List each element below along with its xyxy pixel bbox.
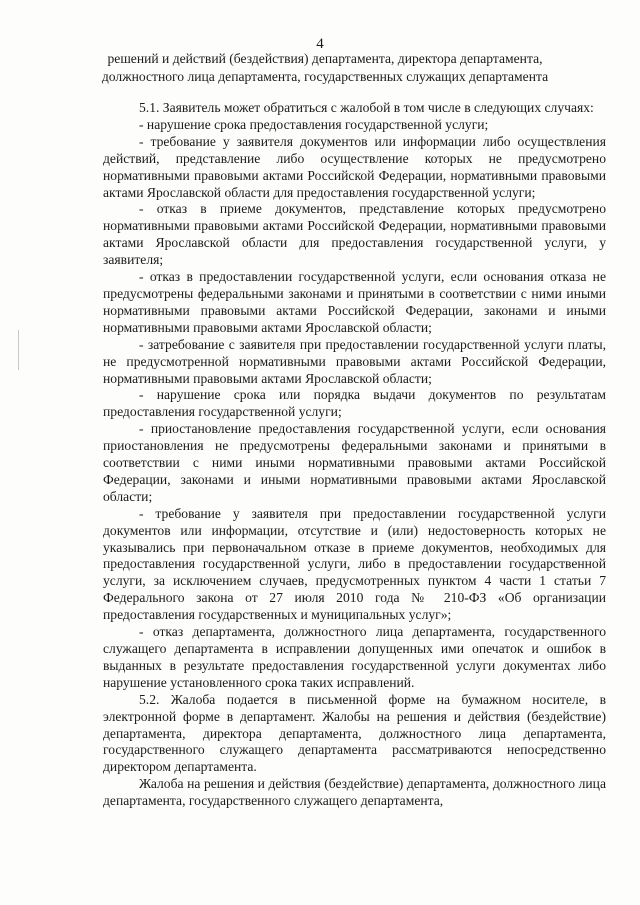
list-item: - приостановление предоставления государственной услуги, если основания приостановления не предусмотрены федеральными законами и принятыми в соответствии с ними иными нормативными правовыми актами Российской Федерации, законами и иными нормативными правовыми актами Ярославской области; bbox=[103, 421, 606, 504]
list-item: - отказ департамента, должностного лица департамента, государственного служащего департамента в исправлении допущенных ими опечаток и ошибок в выданных в результате предоставления государственной услуги документах либо нарушение установленного срока таких исправлений. bbox=[103, 624, 606, 690]
list-item: - нарушение срока или порядка выдачи документов по результатам предоставления государственной услуги; bbox=[103, 387, 606, 420]
section-heading-line: должностного лица департамента, государственных служащих департамента bbox=[101, 69, 549, 84]
paragraph-5-2: 5.2. Жалоба подается в письменной форме на бумажном носителе, в электронной форме в департамент. Жалобы на решения и действия (бездействие) департамента, директора департамента, должностного лица департамента, государственного служащего департамента рассматриваются непосредственно директором департамента. bbox=[103, 691, 606, 775]
list-item: - требование у заявителя при предоставлении государственной услуги документов или информации, отсутствие и (или) недостоверность которых не указывались при первоначальном отказе в приеме документов, необходимых для предоставления государственной услуги, либо в предоставлении государственной услуги, за исключением случаев, предусмотренных пунктом 4 части 1 статьи 7 Федерального закона от 27 июля 2010 года № 210-ФЗ «Об организации предоставления государственных и муниципальных услуг»; bbox=[103, 505, 606, 623]
paragraph-5-1: 5.1. Заявитель может обратиться с жалобой в том числе в следующих случаях: bbox=[139, 100, 594, 115]
scan-artifact-line bbox=[18, 330, 19, 370]
list-item: - нарушение срока предоставления государственной услуги; bbox=[139, 116, 489, 132]
list-item: - затребование с заявителя при предоставлении государственной услуги платы, не предусмотренной нормативными правовыми актами Российской Федерации, нормативными правовыми актами Ярославской области; bbox=[103, 336, 606, 386]
section-heading-line: решений и действий (бездействия) департамента, директора департамента, bbox=[107, 51, 543, 66]
document-body bbox=[103, 100, 606, 810]
page-number: 4 bbox=[316, 36, 324, 52]
section-heading bbox=[60, 50, 590, 86]
paragraph: Жалоба на решения и действия (бездействие) департамента, должностного лица департамента, государственного служащего департамента, bbox=[103, 776, 606, 809]
list-item: - требование у заявителя документов или информации либо осуществления действий, представление либо осуществление которых не предусмотрено нормативными правовыми актами Российской Федерации, нормативными правовыми актами Ярославской области для предоставления государственной услуги; bbox=[103, 133, 606, 200]
list-item: - отказ в приеме документов, представление которых предусмотрено нормативными правовыми актами Российской Федерации, нормативными правовыми актами Ярославской области для предоставления государственной услуги, у заявителя; bbox=[103, 201, 606, 268]
list-item: - отказ в предоставлении государственной услуги, если основания отказа не предусмотрены федеральными законами и принятыми в соответствии с ними иными нормативными правовыми актами Российской Федерации, законами и иными нормативными правовыми актами Ярославской области; bbox=[103, 269, 606, 335]
